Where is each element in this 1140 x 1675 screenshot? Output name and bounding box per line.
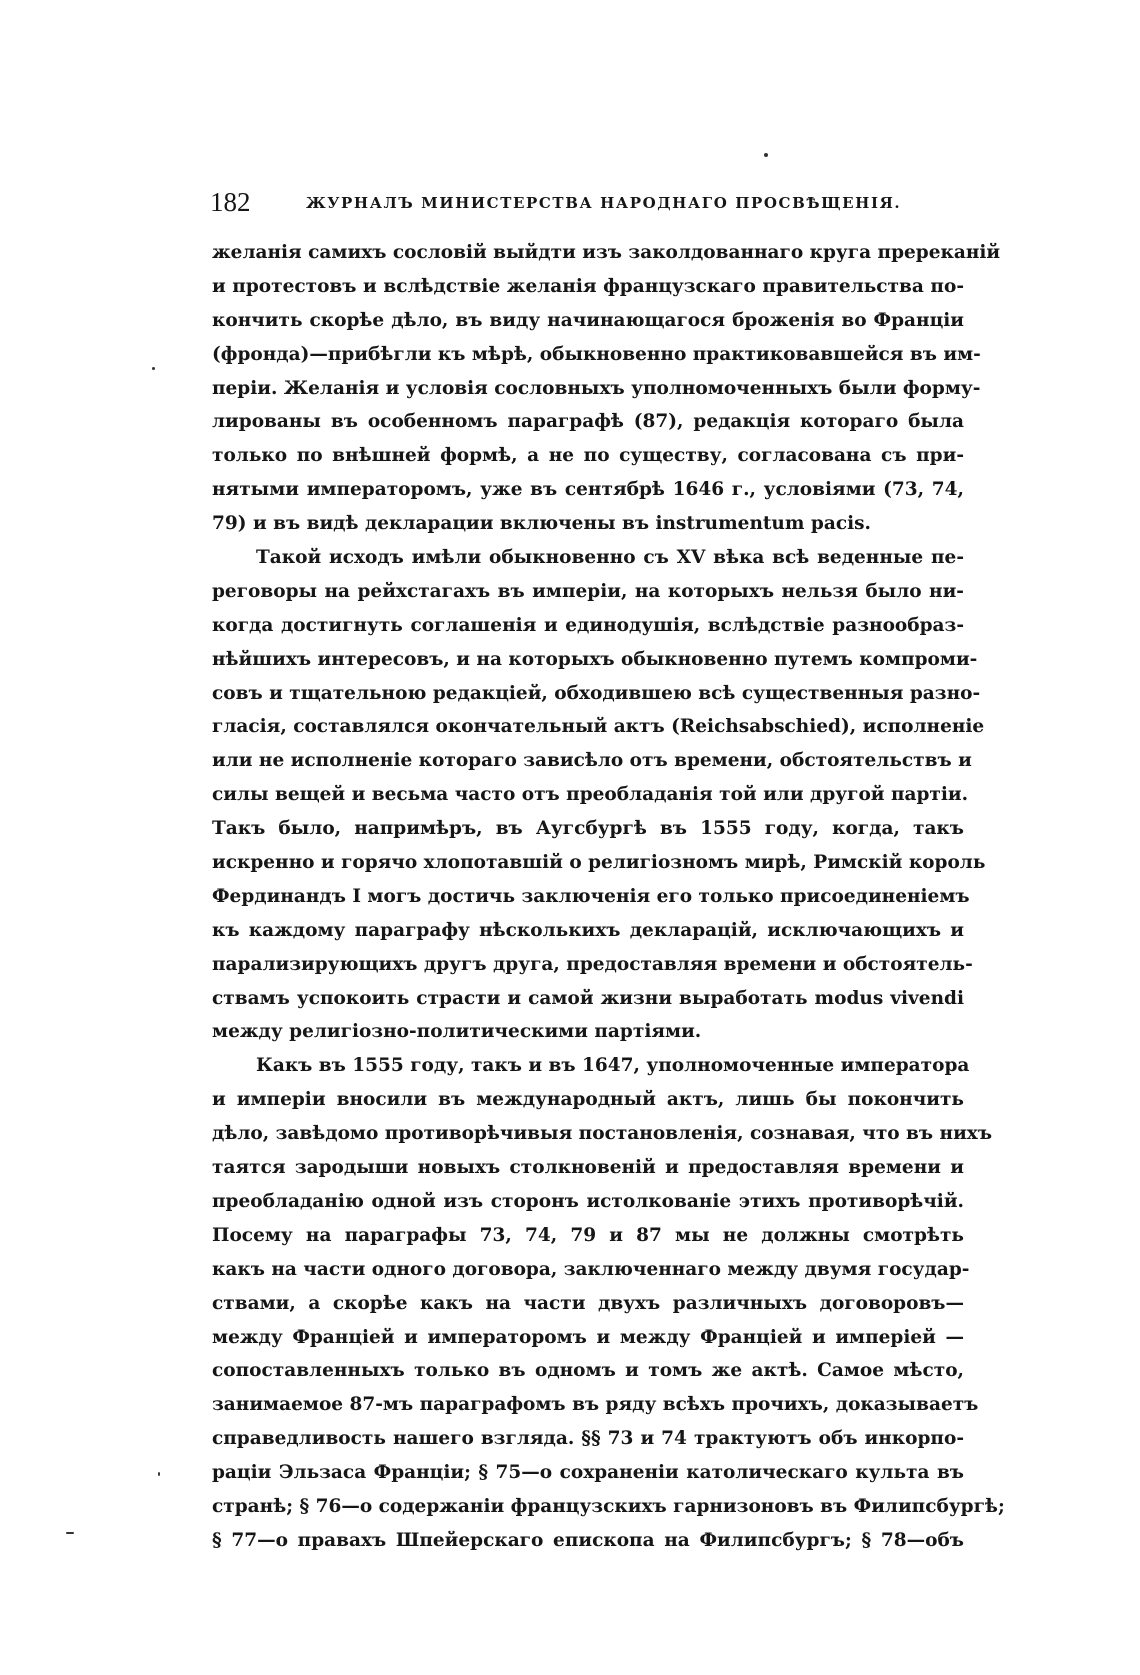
page-number: 182 bbox=[210, 187, 251, 217]
text-line: и имперіи вносили въ международный актъ, лишь бы покончить bbox=[212, 1089, 964, 1111]
text-line: преобладанію одной изъ сторонъ истолкованіе этихъ противорѣчій. bbox=[212, 1190, 964, 1212]
text-line: къ каждому параграфу нѣсколькихъ декларацій, исключающихъ и bbox=[212, 919, 964, 941]
text-line: Фердинандъ I могъ достичь заключенія его только присоединеніемъ bbox=[212, 885, 970, 907]
text-line: справедливость нашего взгляда. §§ 73 и 74 трактуютъ объ инкорпо- bbox=[212, 1428, 964, 1450]
text-line: § 77—о правахъ Шпейерскаго епископа на Филипсбургъ; § 78—объ bbox=[212, 1529, 964, 1551]
page-header bbox=[210, 187, 970, 217]
text-line: Какъ въ 1555 году, такъ и въ 1647, уполномоченные императора bbox=[256, 1055, 970, 1077]
text-line: желанія самихъ сословій выйдти изъ заколдованнаго круга пререканій bbox=[212, 242, 1001, 263]
scan-speck bbox=[152, 367, 155, 370]
scan-speck bbox=[66, 1532, 74, 1534]
text-line: Такъ было, напримѣръ, въ Аугсбургѣ въ 1555 году, когда, такъ bbox=[212, 818, 964, 840]
body-text bbox=[212, 236, 1005, 1558]
text-line: нѣйшихъ интересовъ, и на которыхъ обыкновенно путемъ компроми- bbox=[212, 648, 978, 670]
text-line: (фронда)—прибѣгли къ мѣрѣ, обыкновенно практиковавшейся въ им- bbox=[212, 343, 981, 365]
scan-speck bbox=[764, 153, 768, 157]
text-line: кончить скорѣе дѣло, въ виду начинающагося броженія во Франціи bbox=[212, 309, 964, 331]
text-line: ствамъ успокоить страсти и самой жизни выработать modus vivendi bbox=[212, 987, 964, 1009]
text-line: дѣло, завѣдомо противорѣчивыя постановленія, сознавая, что въ нихъ bbox=[212, 1123, 993, 1145]
text-line: Такой исходъ имѣли обыкновенно съ XV вѣка всѣ веденные пе- bbox=[256, 547, 964, 569]
text-line: гласія, составлялся окончательный актъ (Reichsabschied), исполненіе bbox=[212, 716, 985, 738]
text-line: искренно и горячо хлопотавшій о религіозномъ мирѣ, Римскій король bbox=[212, 852, 986, 874]
text-line: періи. Желанія и условія сословныхъ уполномоченныхъ были форму- bbox=[212, 377, 981, 399]
text-line: парализирующихъ другъ друга, предоставляя времени и обстоятель- bbox=[212, 953, 973, 975]
text-line: только по внѣшней формѣ, а не по существу, согласована съ при- bbox=[212, 445, 964, 467]
text-line: между религіозно-политическими партіями. bbox=[212, 1021, 702, 1043]
text-line: когда достигнуть соглашенія и единодушія, вслѣдствіе разнообраз- bbox=[212, 614, 964, 636]
text-line: ствами, а скорѣе какъ на части двухъ различныхъ договоровъ— bbox=[212, 1292, 964, 1314]
text-line: совъ и тщательною редакціей, обходившею всѣ существенныя разно- bbox=[212, 682, 981, 704]
scan-speck bbox=[158, 1472, 160, 1476]
text-line: силы вещей и весьма часто отъ преобладанія той или другой партіи. bbox=[212, 784, 969, 806]
text-line: какъ на части одного договора, заключеннаго между двумя государ- bbox=[212, 1258, 970, 1280]
text-line: реговоры на рейхстагахъ въ имперіи, на которыхъ нельзя было ни- bbox=[212, 580, 964, 602]
text-line: раціи Эльзаса Франціи; § 75—о сохраненіи католическаго культа въ bbox=[212, 1462, 964, 1484]
text-line: сопоставленныхъ только въ одномъ и томъ же актѣ. Самое мѣсто, bbox=[212, 1360, 964, 1382]
text-line: между Франціей и императоромъ и между Франціей и имперіей — bbox=[212, 1326, 964, 1348]
text-line: или не исполненіе котораго зависѣло отъ времени, обстоятельствъ и bbox=[212, 750, 972, 772]
text-line: Посему на параграфы 73, 74, 79 и 87 мы не должны смотрѣть bbox=[212, 1224, 964, 1246]
text-line: занимаемое 87-мъ параграфомъ въ ряду всѣхъ прочихъ, доказываетъ bbox=[212, 1394, 979, 1416]
text-line: лированы въ особенномъ параграфѣ (87), редакція котораго была bbox=[212, 411, 964, 433]
text-line: странѣ; § 76—о содержаніи французскихъ гарнизоновъ въ Филипсбургѣ; bbox=[212, 1495, 1005, 1517]
text-line: нятыми императоромъ, уже въ сентябрѣ 1646 г., условіями (73, 74, bbox=[212, 479, 964, 501]
running-title: ЖУРНАЛЪ МИНИСТЕРСТВА НАРОДНАГО ПРОСВѢЩЕНІЯ. bbox=[306, 194, 902, 212]
text-line: 79) и въ видѣ декларации включены въ instrumentum pacis. bbox=[212, 513, 871, 535]
text-line: и протестовъ и вслѣдствіе желанія французскаго правительства по- bbox=[212, 275, 964, 297]
text-line: таятся зародыши новыхъ столкновеній и предоставляя времени и bbox=[212, 1157, 964, 1179]
